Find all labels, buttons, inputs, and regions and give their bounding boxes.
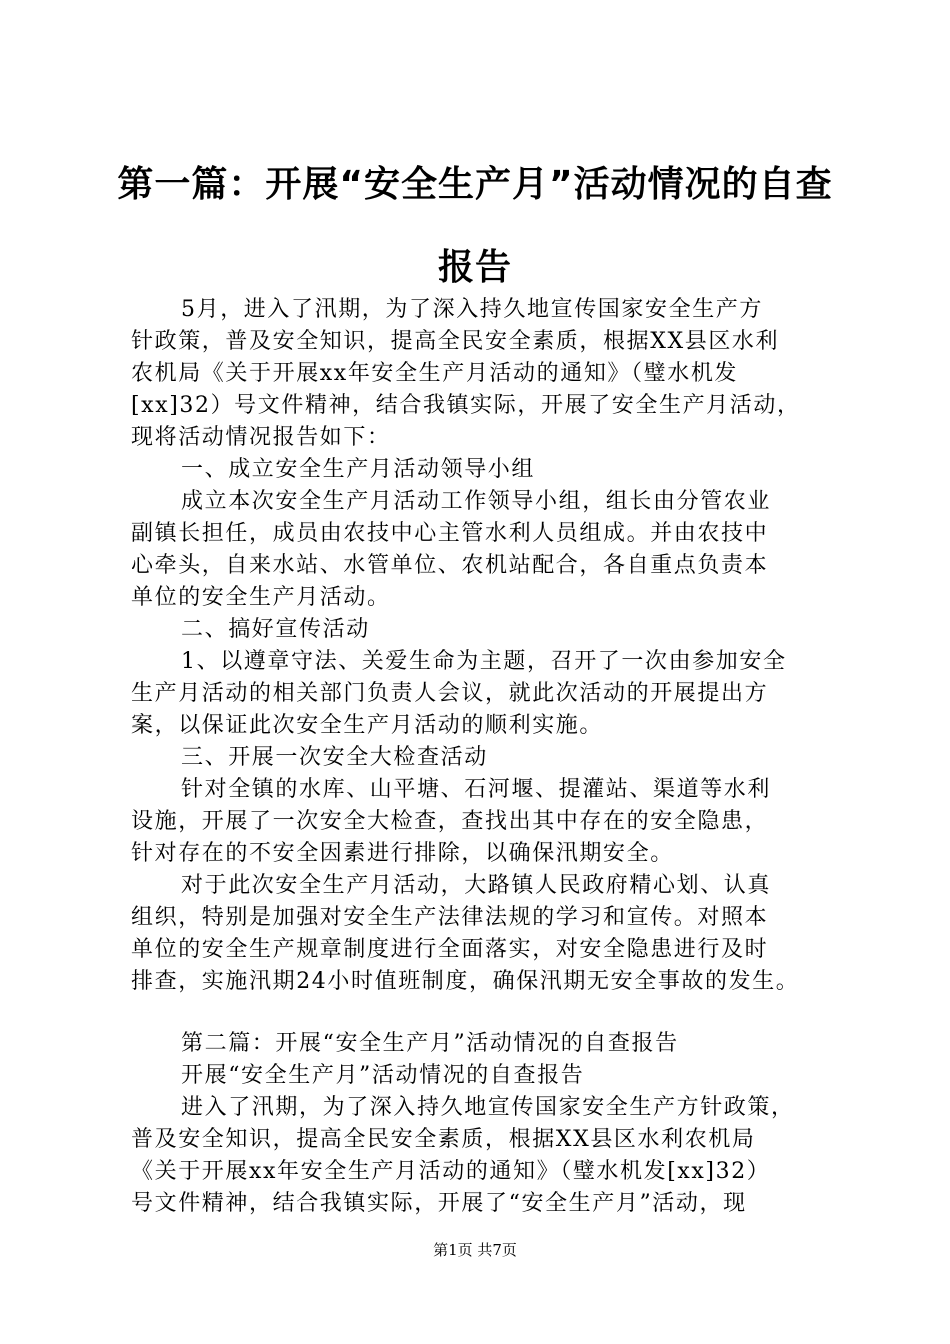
section-heading: 三、开展一次安全大检查活动: [181, 745, 488, 770]
body-line: 针对全镇的水库、山平塘、石河堰、提灌站、渠道等水利: [181, 777, 772, 802]
section-heading: 开展“安全生产月”活动情况的自查报告: [181, 1063, 585, 1088]
document-title-line-1: 第一篇：开展“安全生产月”活动情况的自查: [117, 164, 833, 205]
body-line: 排查，实施汛期24小时值班制度，确保汛期无安全事故的发生。: [131, 969, 800, 994]
body-line: 针对存在的不安全因素进行排除，以确保汛期安全。: [131, 841, 674, 866]
body-line: 副镇长担任，成员由农技中心主管水利人员组成。并由农技中: [131, 521, 769, 546]
page-number-footer: 第1页 共7页: [433, 1241, 517, 1259]
body-line: 号文件精神，结合我镇实际，开展了“安全生产月”活动，现: [131, 1191, 747, 1216]
body-line: 单位的安全生产月活动。: [131, 585, 391, 610]
body-line: 普及安全知识，提高全民安全素质，根据XX县区水利农机局: [131, 1127, 756, 1152]
body-line: 案，以保证此次安全生产月活动的顺利实施。: [131, 713, 604, 738]
body-line: 现将活动情况报告如下：: [131, 425, 391, 450]
body-line: 5月，进入了汛期，为了深入持久地宣传国家安全生产方: [181, 297, 763, 322]
body-line: 成立本次安全生产月活动工作领导小组，组长由分管农业: [181, 489, 772, 514]
document-body: [131, 294, 831, 1220]
body-line: 针政策，普及安全知识，提高全民安全素质，根据XX县区水利: [131, 329, 780, 354]
body-line: [xx]32）号文件精神，结合我镇实际，开展了安全生产月活动，: [131, 393, 801, 418]
section-heading: 第二篇：开展“安全生产月”活动情况的自查报告: [181, 1031, 679, 1056]
body-line: 设施，开展了一次安全大检查，查找出其中存在的安全隐患，: [131, 809, 769, 834]
body-line: 单位的安全生产规章制度进行全面落实，对安全隐患进行及时: [131, 937, 769, 962]
section-heading: 二、搞好宣传活动: [181, 617, 370, 642]
body-line: 《关于开展xx年安全生产月活动的通知》（璧水机发[xx]32）: [131, 1159, 771, 1184]
body-line: 心牵头，自来水站、水管单位、农机站配合，各自重点负责本: [131, 553, 769, 578]
body-line: 生产月活动的相关部门负责人会议，就此次活动的开展提出方: [131, 681, 769, 706]
document-title-line-2: 报告: [437, 247, 512, 288]
body-line: 农机局《关于开展xx年安全生产月活动的通知》（璧水机发: [131, 361, 739, 386]
body-line: 进入了汛期，为了深入持久地宣传国家安全生产方针政策，: [181, 1095, 795, 1120]
paragraph-gap: [131, 998, 831, 1028]
section-heading: 一、成立安全生产月活动领导小组: [181, 457, 536, 482]
body-line: 组织，特别是加强对安全生产法律法规的学习和宣传。对照本: [131, 905, 769, 930]
body-line: 对于此次安全生产月活动，大路镇人民政府精心划、认真: [181, 873, 772, 898]
body-line: 1、以遵章守法、关爱生命为主题，召开了一次由参加安全: [181, 649, 787, 674]
